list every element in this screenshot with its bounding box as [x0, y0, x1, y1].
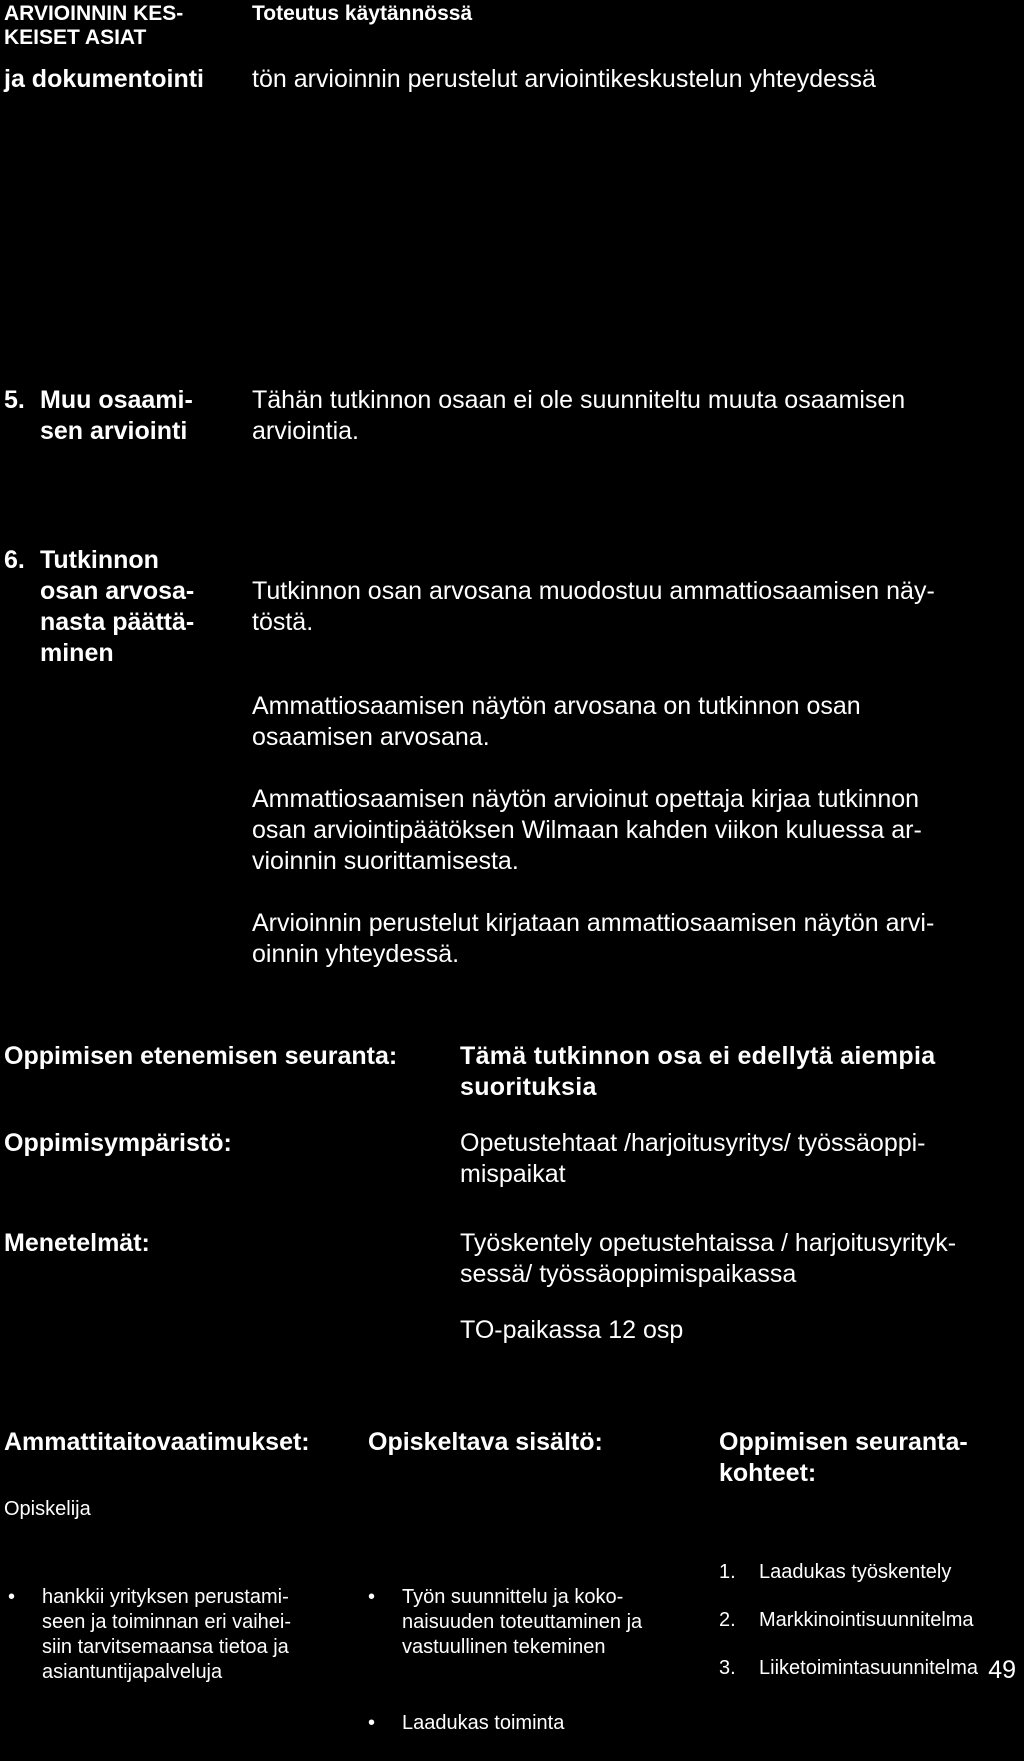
menetelmat-label: Menetelmät: [4, 1229, 150, 1257]
list-text: Liiketoimintasuunnitelma [759, 1657, 979, 1679]
page-number: 49 [988, 1656, 1016, 1684]
list-number: 1. [719, 1561, 736, 1583]
section-6-paragraph-4: Arvioinnin perustelut kirjataan ammattiosaamisen näytön arvi- oinnin yhteydessä. [252, 909, 935, 968]
doc-label: ja dokumentointi [4, 65, 204, 93]
subject-label: Opiskelija [4, 1498, 91, 1520]
section-5-number: 5. [4, 386, 25, 414]
menetelmat-value: Työskentely opetustehtaissa / harjoitusyrityk- sessä/ työssäoppimispaikassa [460, 1229, 957, 1288]
section-6-number: 6. [4, 546, 25, 574]
list-item [719, 1656, 1019, 1681]
list-item: • Työn suunnittelu ja koko- naisuuden toteuttaminen ja vastuullinen tekeminen [364, 1585, 704, 1660]
section-6-label: Tutkinnon osan arvosa- nasta päättä- minen [40, 546, 195, 667]
section-6-paragraph-3: Ammattiosaamisen näytön arvioinut opettaja kirjaa tutkinnon osan arviointipäätöksen Wilmaan kahden viikon kuluessa ar- vioinnin suorittamisesta. [252, 785, 922, 875]
section-6-text [252, 545, 1014, 1001]
ammattitaito-header: Ammattitaitovaatimukset: [4, 1428, 310, 1456]
list-item [719, 1608, 1019, 1633]
section-5-text [252, 385, 1014, 447]
to-paikka: TO-paikassa 12 osp [460, 1316, 684, 1344]
ymparisto-value: Opetustehtaat /harjoitusyritys/ työssäoppi- mispaikat [460, 1129, 926, 1188]
list-number: 3. [719, 1657, 736, 1679]
section-5-label: Muu osaami- sen arviointi [40, 386, 193, 445]
section-5-paragraph: Tähän tutkinnon osaan ei ole suunniteltu muuta osaamisen arviointia. [252, 386, 906, 445]
list-item: • Laadukas toiminta [364, 1711, 704, 1736]
opiskeltava-header: Opiskeltava sisältö: [368, 1428, 603, 1456]
seuranta-value: Tämä tutkinnon osa ei edellytä aiempia suorituksia [460, 1042, 936, 1101]
list-text: Markkinointisuunnitelma [759, 1609, 974, 1631]
seurantakohteet-list [719, 1560, 1019, 1681]
list-number: 2. [719, 1609, 736, 1631]
header-column-1: ARVIOINNIN KES- KEISET ASIAT [4, 2, 184, 49]
section-6-paragraph-1: Tutkinnon osan arvosana muodostuu ammattiosaamisen näy- töstä. [252, 577, 935, 636]
seuranta-label: Oppimisen etenemisen seuranta: [4, 1042, 398, 1070]
ammattitaito-list [4, 1560, 344, 1710]
list-item: • hankkii yrityksen perustami- seen ja toiminnan eri vaihei- siin tarvitsemaansa tietoa ja asiantuntijapalveluja [4, 1585, 344, 1685]
list-item [719, 1560, 1019, 1585]
opiskeltava-list [364, 1560, 704, 1761]
doc-text: tön arvioinnin perustelut arviointikeskustelun yhteydessä [252, 65, 876, 93]
ymparisto-label: Oppimisympäristö: [4, 1129, 232, 1157]
header-column-2: Toteutus käytännössä [252, 2, 473, 25]
seurantakohteet-header: Oppimisen seuranta- kohteet: [719, 1428, 968, 1487]
section-6-paragraph-2: Ammattiosaamisen näytön arvosana on tutkinnon osan osaamisen arvosana. [252, 692, 861, 751]
list-text: Laadukas työskentely [759, 1561, 952, 1583]
